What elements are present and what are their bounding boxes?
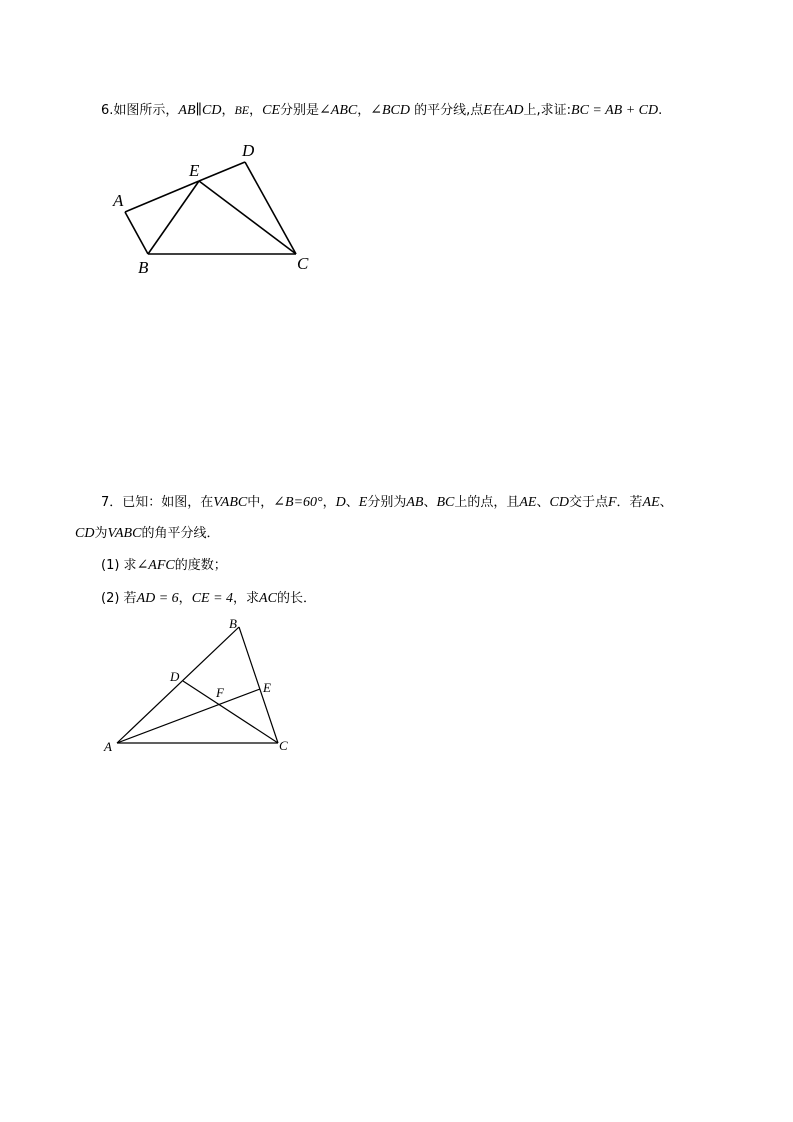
problem6-number: 6.	[101, 103, 114, 118]
text: 若	[119, 591, 137, 606]
text: 的度数；	[174, 558, 227, 573]
text: 交于点	[568, 495, 608, 510]
label-e: E	[263, 680, 271, 695]
seg-cd: CD	[75, 526, 95, 541]
problem6-point-e: E	[483, 103, 492, 118]
text: 为	[94, 526, 108, 541]
punct: 、	[345, 495, 359, 510]
problem6-bisect-suffix: 的平分线,点	[409, 103, 484, 118]
problem7-triangle: VABC	[107, 526, 142, 541]
punct: ，	[221, 103, 235, 118]
punct: 、	[536, 495, 550, 510]
problem6-figure	[108, 138, 328, 278]
problem6-statement	[101, 101, 662, 120]
problem6-angle-bcd: ∠BCD	[370, 103, 410, 118]
problem7-angle-b: ∠B=60°	[273, 495, 323, 510]
segment-ab	[125, 212, 148, 254]
segment-ce	[199, 181, 296, 254]
label-c: C	[279, 738, 288, 753]
text: 分别为	[367, 495, 407, 510]
problem6-ce: CE	[262, 103, 281, 118]
label-f: F	[216, 685, 224, 700]
problem7-triangle: VABC	[213, 495, 248, 510]
punct: ，	[249, 103, 263, 118]
punct: .	[658, 103, 663, 118]
label-b: B	[229, 616, 237, 631]
label-a: A	[113, 191, 124, 210]
text: 的长．	[276, 591, 316, 606]
seg-bc: BC	[436, 495, 455, 510]
label-b: B	[138, 258, 149, 277]
text: 的角平分线．	[141, 526, 220, 541]
problem6-intro: 如图所示，	[113, 103, 179, 118]
label-d: D	[170, 669, 180, 684]
problem7-number: 7．	[101, 495, 123, 510]
punct: ，	[178, 591, 192, 606]
question-number: (1)	[101, 558, 120, 573]
text: 上的点，且	[454, 495, 520, 510]
problem6-be: BE	[234, 103, 250, 117]
problem7-question1	[101, 557, 227, 575]
seg-ac: AC	[259, 591, 277, 606]
angle-afc: ∠AFC	[136, 558, 175, 573]
point-d: D	[335, 495, 346, 510]
punct: ，	[357, 103, 371, 118]
given-ad: AD = 6	[136, 591, 179, 606]
problem7-question2	[101, 590, 316, 608]
segment-ed	[199, 162, 245, 181]
problem7-figure	[100, 615, 310, 760]
text: ．若	[616, 495, 643, 510]
problem6-prove: 上,求证:	[523, 103, 572, 118]
seg-ae: AE	[519, 495, 537, 510]
text: ，求	[233, 591, 260, 606]
problem6-proof-eq: BC = AB + CD	[571, 103, 659, 118]
problem6-bisect-prefix: 分别是	[280, 103, 320, 118]
segment-dc	[245, 162, 296, 254]
seg-ae: AE	[642, 495, 660, 510]
label-c: C	[297, 254, 309, 273]
text: 求	[119, 558, 137, 573]
label-a: A	[104, 739, 112, 754]
label-d: D	[242, 141, 255, 160]
problem6-parallel: AB∥CD	[178, 103, 222, 118]
segment-ae	[117, 689, 260, 743]
punct: 、	[423, 495, 437, 510]
segment-bc	[239, 627, 278, 743]
point-f: F	[607, 495, 617, 510]
point-e: E	[358, 495, 368, 510]
problem6-angle-abc: ∠ABC	[319, 103, 358, 118]
seg-ab: AB	[406, 495, 424, 510]
problem6-seg-ad: AD	[504, 103, 524, 118]
text: 在	[491, 103, 505, 118]
text: 中，	[247, 495, 274, 510]
given-ce: CE = 4	[191, 591, 234, 606]
problem7-statement-line2	[75, 525, 219, 543]
seg-cd: CD	[549, 495, 569, 510]
problem7-intro: 已知：如图，在	[122, 495, 214, 510]
punct: ，	[322, 495, 336, 510]
question-number: (2)	[101, 591, 120, 606]
problem7-statement-line1	[101, 494, 673, 512]
label-e: E	[189, 161, 200, 180]
punct: 、	[659, 495, 673, 510]
